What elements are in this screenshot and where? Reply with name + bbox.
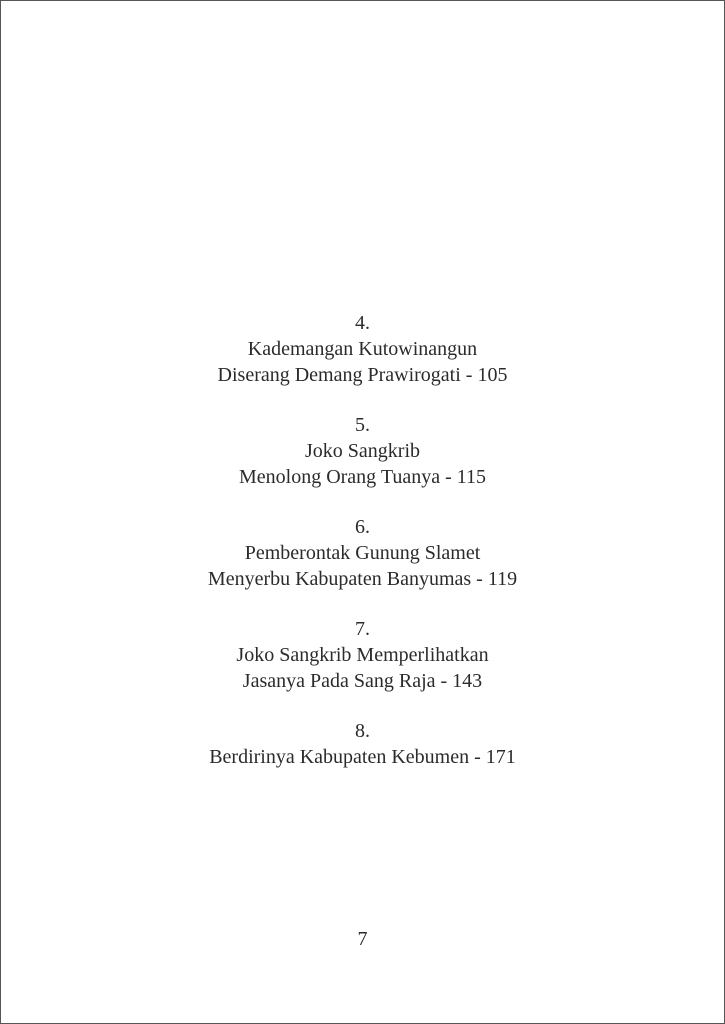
- chapter-title-line: Menyerbu Kabupaten Banyumas - 119: [207, 568, 518, 590]
- chapter-title-line: Kademangan Kutowinangun: [247, 338, 478, 360]
- toc-entry-8: [1, 718, 724, 770]
- chapter-number: 7.: [355, 618, 370, 640]
- toc-entry-6: [1, 514, 724, 592]
- toc-entry-4: [1, 310, 724, 388]
- toc-entry-5: [1, 412, 724, 490]
- chapter-number: 4.: [355, 312, 370, 334]
- chapter-number: 6.: [355, 516, 370, 538]
- page-number: 7: [357, 928, 368, 950]
- table-of-contents: [1, 310, 724, 794]
- chapter-title-line: Joko Sangkrib Memperlihatkan: [236, 644, 489, 666]
- chapter-title-line: Berdirinya Kabupaten Kebumen - 171: [209, 746, 516, 768]
- chapter-number: 8.: [355, 720, 370, 742]
- chapter-title-line: Menolong Orang Tuanya - 115: [238, 466, 487, 488]
- toc-entry-7: [1, 616, 724, 694]
- chapter-title-line: Pemberontak Gunung Slamet: [244, 542, 481, 564]
- chapter-number: 5.: [355, 414, 370, 436]
- chapter-title-line: Joko Sangkrib: [305, 440, 420, 462]
- chapter-title-line: Diserang Demang Prawirogati - 105: [217, 364, 508, 386]
- chapter-title-line: Jasanya Pada Sang Raja - 143: [242, 670, 483, 692]
